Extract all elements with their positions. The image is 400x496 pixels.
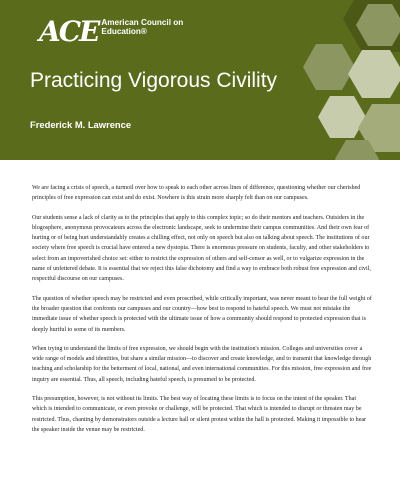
paragraph: We are facing a crisis of speech, a turmoil over how to speak to each other across lines of difference, questioning whether our cherished principles of free expression can exist and do exist. Nowhere is this strain more sharply felt than on our campuses. [32, 185, 361, 202]
ace-logo [39, 17, 191, 53]
body-text [32, 183, 372, 444]
hexagon-shape [318, 96, 366, 138]
paragraph: This presumption, however, is not without its limits. The best way of locating these limits is to focus on the intent of the speaker. That which is intended to communicate, or even provoke or challenge, will be protected. That which is intended to disrupt or threaten may be restricted. Thus, chanting by demonstrators outside a lecture hall or silent protest within the hall is protected. Making it impossible to hear the speaker inside the venue may be restricted. [32, 396, 367, 433]
paragraph: The question of whether speech may be restricted and even proscribed, while critically important, was never meant to bear the full weight of the broader question that confronts our campuses and our country—how best to respond to hateful speech. We must not mistake the immediate issue of whether speech is protected with the ultimate issue of how a community should respond to protected expression that is deeply hurtful to some of its members. [32, 295, 372, 333]
author-name: Frederick M. Lawrence [30, 119, 132, 130]
hexagon-shape [348, 50, 400, 98]
header-banner [0, 0, 400, 160]
logo-mark: ACE [39, 15, 99, 48]
paragraph: When trying to understand the limits of free expression, we should begin with the institution's mission. Colleges and universities cover a wide range of models and identities, but share a similar mission—to discover and create knowledge, and to transmit that knowledge through teaching and scholarship for the betterment of local, national, and even international communities. For this mission, free expression and free inquiry are essential. Thus, all speech, including hateful speech, is presumed to be protected. [32, 345, 372, 383]
hexagon-shape [303, 44, 355, 90]
organization-name: American Council on Education® [101, 18, 184, 37]
paragraph: Our students sense a lack of clarity as to the principles that apply to this complex topic; so do their mentors and teachers. Outsiders in the blogosphere, anonymous provocateurs across the electronic landscape, seek to undermine their campus communities. And their own fear of hurting or of being hurt understandably creates a chilling effect, not only on speech but also on talking about speech. The institutions of our society where free speech is crucial have entered a new dystopia. There is enormous pressure on students, faculty, and other stakeholders to select from an impoverished choice set: either to restrict the expression of others and self-censor as well, or to vulgarize expression in the name of unfettered debate. It is essential that we reject this false dichotomy and find a way to embrace both robust free expression and civil, respectful discourse on our campuses. [32, 214, 371, 283]
document-title: Practicing Vigorous Civility [30, 69, 278, 92]
